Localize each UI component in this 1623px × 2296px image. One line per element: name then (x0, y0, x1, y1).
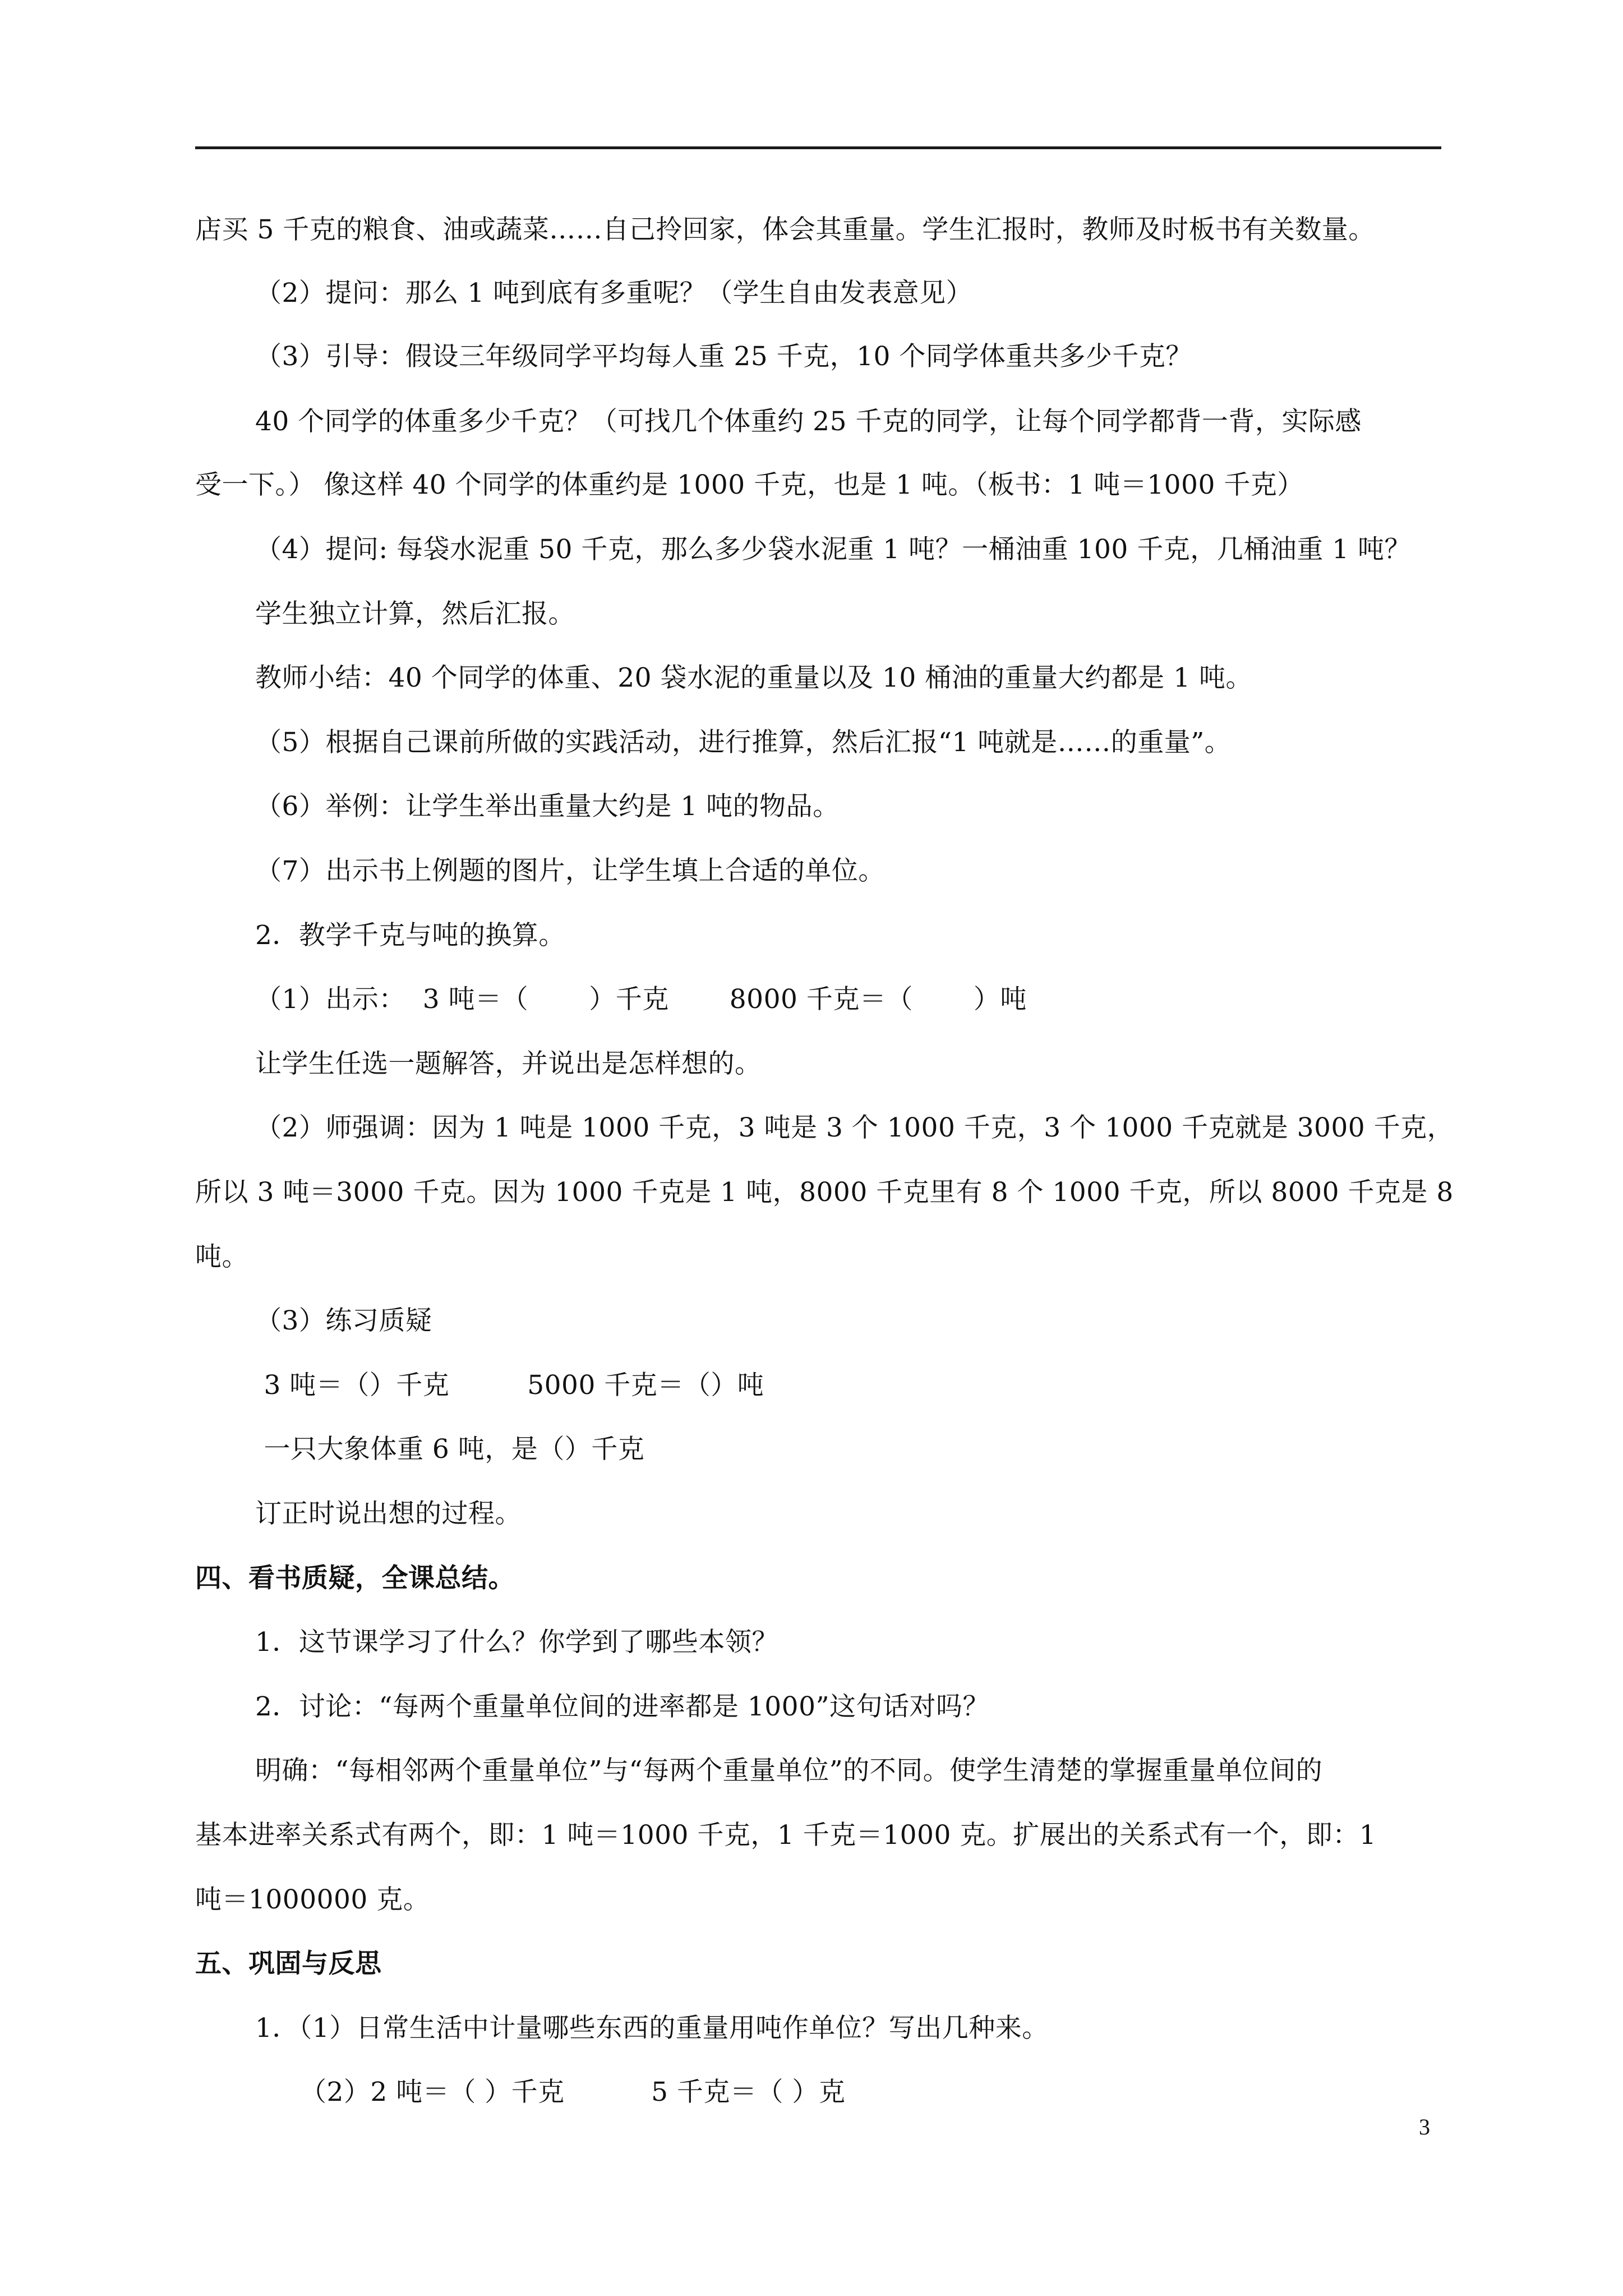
text-line: 基本进率关系式有两个，即：1 吨＝1000 千克，1 千克＝1000 克。扩展出的关系式有一个，即：1 (195, 1820, 1377, 1851)
text-line: （3）练习质疑 (255, 1305, 432, 1336)
text-line: 所以 3 吨＝3000 千克。因为 1000 千克是 1 吨，8000 千克里有 8 个 1000 千克，所以 8000 千克是 8 (195, 1177, 1454, 1208)
text-line: （2）师强调：因为 1 吨是 1000 千克，3 吨是 3 个 1000 千克，3 个 1000 千克就是 3000 千克， (255, 1112, 1454, 1143)
text-line: 1．这节课学习了什么？你学到了哪些本领？ (255, 1627, 778, 1658)
text-line: 吨＝1000000 克。 (195, 1884, 430, 1915)
text-line: 订正时说出想的过程。 (255, 1498, 522, 1529)
text-line: （6）举例：让学生举出重量大约是 1 吨的物品。 (255, 791, 840, 822)
text-line: （3）引导：假设三年级同学平均每人重 25 千克，10 个同学体重共多少千克？ (255, 341, 1192, 372)
text-line: 受一下。） 像这样 40 个同学的体重约是 1000 千克，也是 1 吨。（板书：1 吨＝1000 千克） (195, 470, 1304, 500)
text-line: 吨。 (195, 1241, 248, 1272)
text-line: 让学生任选一题解答，并说出是怎样想的。 (255, 1048, 762, 1079)
text-line: 2．讨论：“每两个重量单位间的进率都是 1000”这句话对吗？ (255, 1691, 990, 1722)
text-line: （2）提问：那么 1 吨到底有多重呢？（学生自由发表意见） (255, 278, 973, 309)
text-line: （7）出示书上例题的图片，让学生填上合适的单位。 (255, 855, 885, 886)
header-rule (195, 146, 1441, 149)
section-heading: 五、巩固与反思 (195, 1948, 382, 1979)
text-line: 店买 5 千克的粮食、油或蔬菜……自己拎回家，体会其重量。学生汇报时，教师及时板书有关数量。 (195, 214, 1375, 245)
text-line: （4）提问: 每袋水泥重 50 千克，那么多少袋水泥重 1 吨？一桶油重 100 千克，几桶油重 1 吨？ (255, 534, 1412, 565)
text-line: 学生独立计算，然后汇报。 (255, 599, 575, 629)
text-line: 3 吨＝（）千克 5000 千克＝（）吨 (255, 1370, 764, 1401)
page-number: 3 (1419, 2114, 1430, 2139)
text-line: 明确：“每相邻两个重量单位”与“每两个重量单位”的不同。使学生清楚的掌握重量单位间的 (255, 1755, 1323, 1786)
text-line: 40 个同学的体重多少千克？（可找几个体重约 25 千克的同学，让每个同学都背一背，实际感 (255, 406, 1362, 437)
text-line: （5）根据自己课前所做的实践活动，进行推算，然后汇报“1 吨就是……的重量”。 (255, 727, 1232, 758)
text-line: 2．教学千克与吨的换算。 (255, 920, 565, 951)
section-heading: 四、看书质疑，全课总结。 (195, 1563, 515, 1594)
text-line: （2）2 吨＝（ ）千克 5 千克＝（ ）克 (300, 2077, 846, 2108)
text-line: （1）出示： 3 吨＝（ ）千克 8000 千克＝（ ）吨 (255, 984, 1027, 1015)
text-line: 1．（1）日常生活中计量哪些东西的重量用吨作单位？写出几种来。 (255, 2013, 1049, 2044)
text-line: 一只大象体重 6 吨，是（）千克 (255, 1434, 645, 1465)
text-line: 教师小结：40 个同学的体重、20 袋水泥的重量以及 10 桶油的重量大约都是 1 吨。 (255, 662, 1252, 693)
